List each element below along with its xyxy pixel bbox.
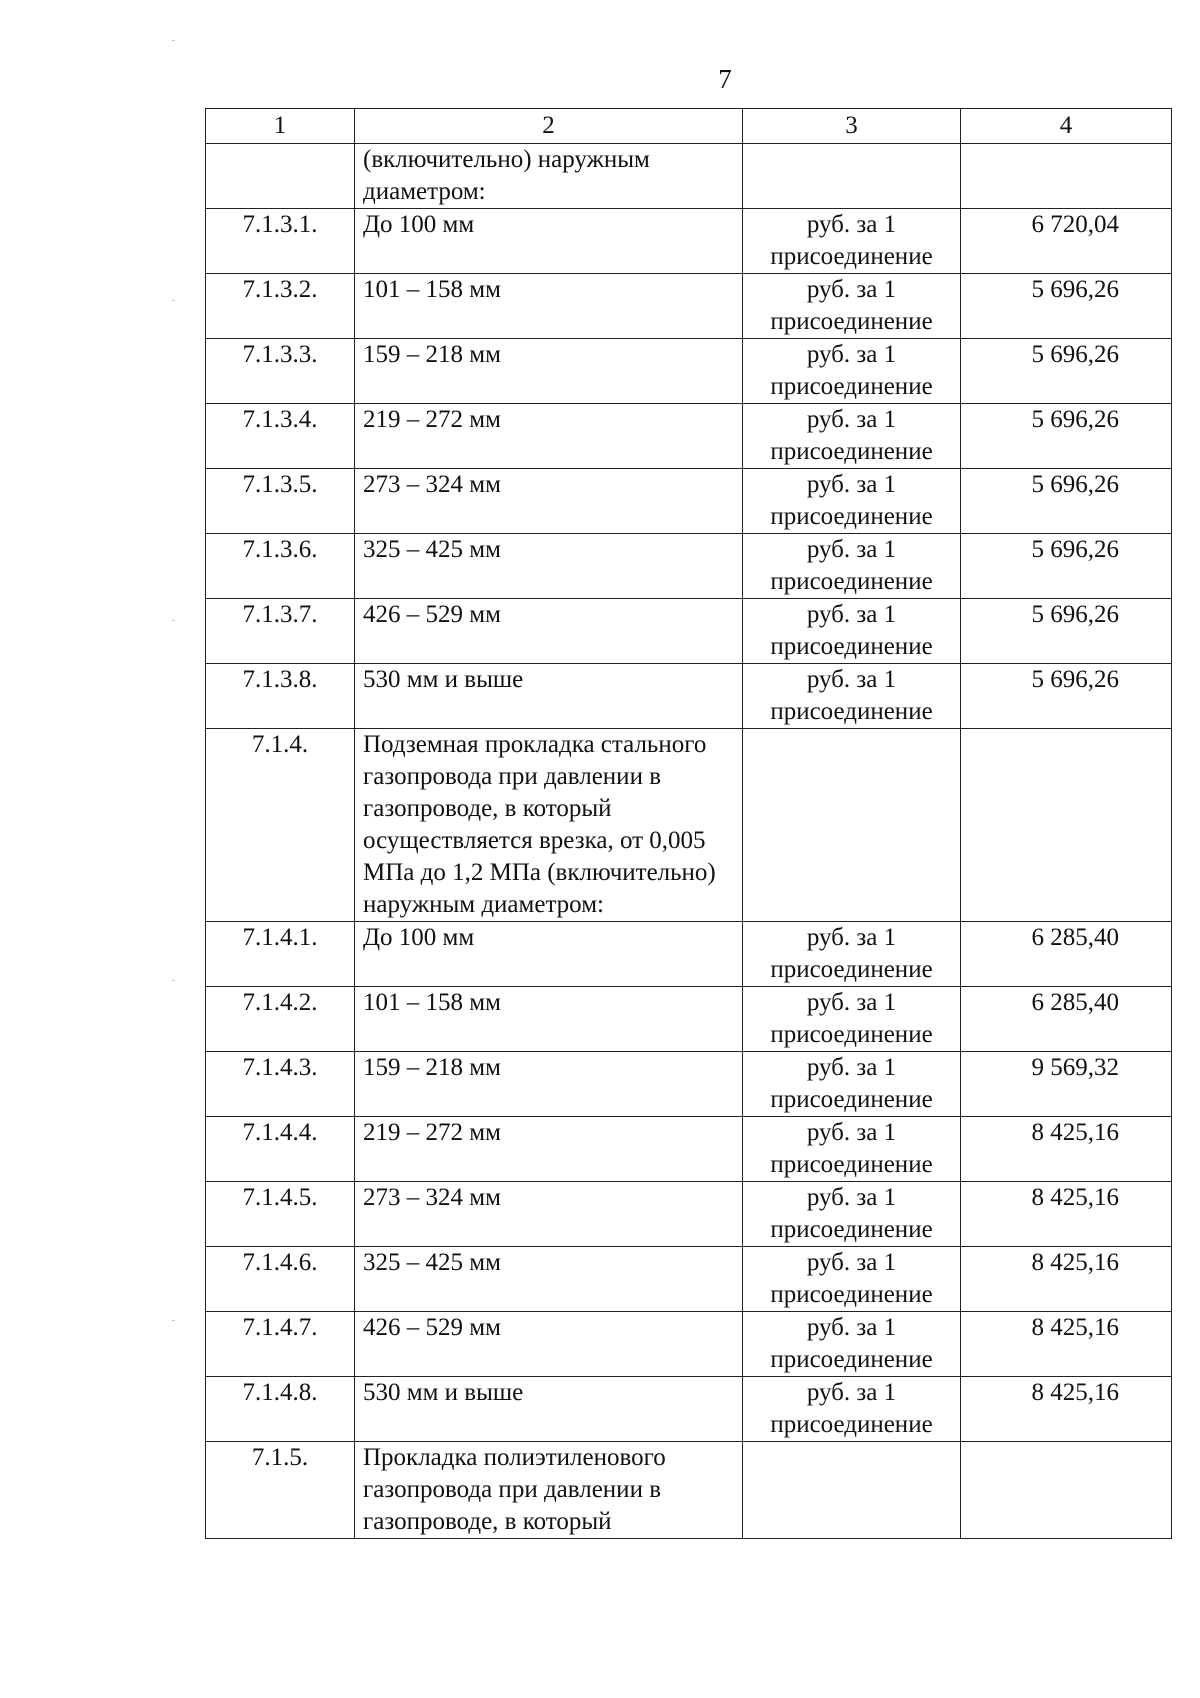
- price-cell: 8 425,16: [961, 1117, 1172, 1182]
- table-row: [206, 1442, 1172, 1539]
- price-cell: 5 696,26: [961, 274, 1172, 339]
- item-description: 325 – 425 мм: [355, 534, 743, 599]
- unit-cell: руб. за 1 присоединение: [743, 599, 961, 664]
- unit-cell: руб. за 1 присоединение: [743, 404, 961, 469]
- scan-margin-mark: [172, 980, 175, 981]
- item-description: 426 – 529 мм: [355, 1312, 743, 1377]
- table-row: [206, 274, 1172, 339]
- item-description: (включительно) наружным диаметром:: [355, 144, 743, 209]
- item-number: 7.1.3.5.: [206, 469, 355, 534]
- table-row: [206, 404, 1172, 469]
- header-cell-3: 3: [743, 109, 961, 144]
- unit-cell: руб. за 1 присоединение: [743, 1312, 961, 1377]
- item-description: 530 мм и выше: [355, 1377, 743, 1442]
- item-number: 7.1.3.6.: [206, 534, 355, 599]
- item-description: До 100 мм: [355, 209, 743, 274]
- price-cell: 5 696,26: [961, 664, 1172, 729]
- price-cell: 8 425,16: [961, 1182, 1172, 1247]
- unit-cell: руб. за 1 присоединение: [743, 469, 961, 534]
- header-cell-4: 4: [961, 109, 1172, 144]
- item-number: 7.1.3.3.: [206, 339, 355, 404]
- item-description: Подземная прокладка стального газопровода при давлении в газопроводе, в который осуществляется врезка, от 0,005 МПа до 1,2 МПа (включительно) наружным диаметром:: [355, 729, 743, 922]
- item-description: 159 – 218 мм: [355, 339, 743, 404]
- price-cell: 6 285,40: [961, 987, 1172, 1052]
- table-row: [206, 1247, 1172, 1312]
- item-description: Прокладка полиэтиленового газопровода при давлении в газопроводе, в который: [355, 1442, 743, 1539]
- table-row: [206, 729, 1172, 922]
- item-number: 7.1.4.8.: [206, 1377, 355, 1442]
- price-cell: 6 720,04: [961, 209, 1172, 274]
- price-cell: [961, 1442, 1172, 1539]
- item-number: 7.1.5.: [206, 1442, 355, 1539]
- table-row: [206, 1312, 1172, 1377]
- item-number: 7.1.4.1.: [206, 922, 355, 987]
- price-cell: 6 285,40: [961, 922, 1172, 987]
- item-number: 7.1.3.2.: [206, 274, 355, 339]
- price-cell: 5 696,26: [961, 599, 1172, 664]
- price-cell: 8 425,16: [961, 1377, 1172, 1442]
- table-row: [206, 599, 1172, 664]
- item-description: 219 – 272 мм: [355, 404, 743, 469]
- item-number: 7.1.4.3.: [206, 1052, 355, 1117]
- item-number: 7.1.3.4.: [206, 404, 355, 469]
- price-cell: 9 569,32: [961, 1052, 1172, 1117]
- price-cell: 8 425,16: [961, 1312, 1172, 1377]
- unit-cell: [743, 144, 961, 209]
- tariff-table-body: [206, 109, 1172, 1539]
- item-number: 7.1.4.2.: [206, 987, 355, 1052]
- item-description: До 100 мм: [355, 922, 743, 987]
- unit-cell: руб. за 1 присоединение: [743, 339, 961, 404]
- item-description: 426 – 529 мм: [355, 599, 743, 664]
- table-row: [206, 922, 1172, 987]
- price-cell: 5 696,26: [961, 534, 1172, 599]
- unit-cell: руб. за 1 присоединение: [743, 1377, 961, 1442]
- table-row: [206, 664, 1172, 729]
- page-number: 7: [718, 64, 732, 94]
- unit-cell: руб. за 1 присоединение: [743, 1182, 961, 1247]
- item-number: [206, 144, 355, 209]
- unit-cell: руб. за 1 присоединение: [743, 534, 961, 599]
- price-cell: [961, 144, 1172, 209]
- unit-cell: [743, 1442, 961, 1539]
- item-number: 7.1.4.7.: [206, 1312, 355, 1377]
- header-cell-1: 1: [206, 109, 355, 144]
- item-number: 7.1.3.7.: [206, 599, 355, 664]
- item-number: 7.1.4.4.: [206, 1117, 355, 1182]
- item-description: 101 – 158 мм: [355, 987, 743, 1052]
- item-number: 7.1.4.6.: [206, 1247, 355, 1312]
- item-description: 530 мм и выше: [355, 664, 743, 729]
- unit-cell: руб. за 1 присоединение: [743, 1247, 961, 1312]
- price-cell: 5 696,26: [961, 469, 1172, 534]
- price-cell: 5 696,26: [961, 404, 1172, 469]
- item-description: 325 – 425 мм: [355, 1247, 743, 1312]
- item-number: 7.1.4.: [206, 729, 355, 922]
- item-description: 101 – 158 мм: [355, 274, 743, 339]
- table-row: [206, 534, 1172, 599]
- table-row: [206, 987, 1172, 1052]
- price-cell: 5 696,26: [961, 339, 1172, 404]
- table-header-row: [206, 109, 1172, 144]
- price-cell: 8 425,16: [961, 1247, 1172, 1312]
- unit-cell: руб. за 1 присоединение: [743, 922, 961, 987]
- item-number: 7.1.4.5.: [206, 1182, 355, 1247]
- tariff-table: [205, 108, 1172, 1539]
- scan-margin-mark: [172, 620, 175, 621]
- unit-cell: руб. за 1 присоединение: [743, 274, 961, 339]
- table-row: [206, 144, 1172, 209]
- unit-cell: руб. за 1 присоединение: [743, 1117, 961, 1182]
- unit-cell: [743, 729, 961, 922]
- header-cell-2: 2: [355, 109, 743, 144]
- scan-margin-mark: [172, 300, 175, 301]
- table-row: [206, 339, 1172, 404]
- unit-cell: руб. за 1 присоединение: [743, 1052, 961, 1117]
- item-description: 273 – 324 мм: [355, 469, 743, 534]
- table-row: [206, 209, 1172, 274]
- unit-cell: руб. за 1 присоединение: [743, 209, 961, 274]
- item-description: 219 – 272 мм: [355, 1117, 743, 1182]
- scan-margin-mark: [172, 40, 175, 41]
- price-cell: [961, 729, 1172, 922]
- item-description: 273 – 324 мм: [355, 1182, 743, 1247]
- table-row: [206, 469, 1172, 534]
- scan-margin-mark: [172, 1320, 175, 1321]
- table-row: [206, 1377, 1172, 1442]
- item-number: 7.1.3.1.: [206, 209, 355, 274]
- item-description: 159 – 218 мм: [355, 1052, 743, 1117]
- item-number: 7.1.3.8.: [206, 664, 355, 729]
- unit-cell: руб. за 1 присоединение: [743, 987, 961, 1052]
- table-row: [206, 1182, 1172, 1247]
- table-row: [206, 1052, 1172, 1117]
- unit-cell: руб. за 1 присоединение: [743, 664, 961, 729]
- table-row: [206, 1117, 1172, 1182]
